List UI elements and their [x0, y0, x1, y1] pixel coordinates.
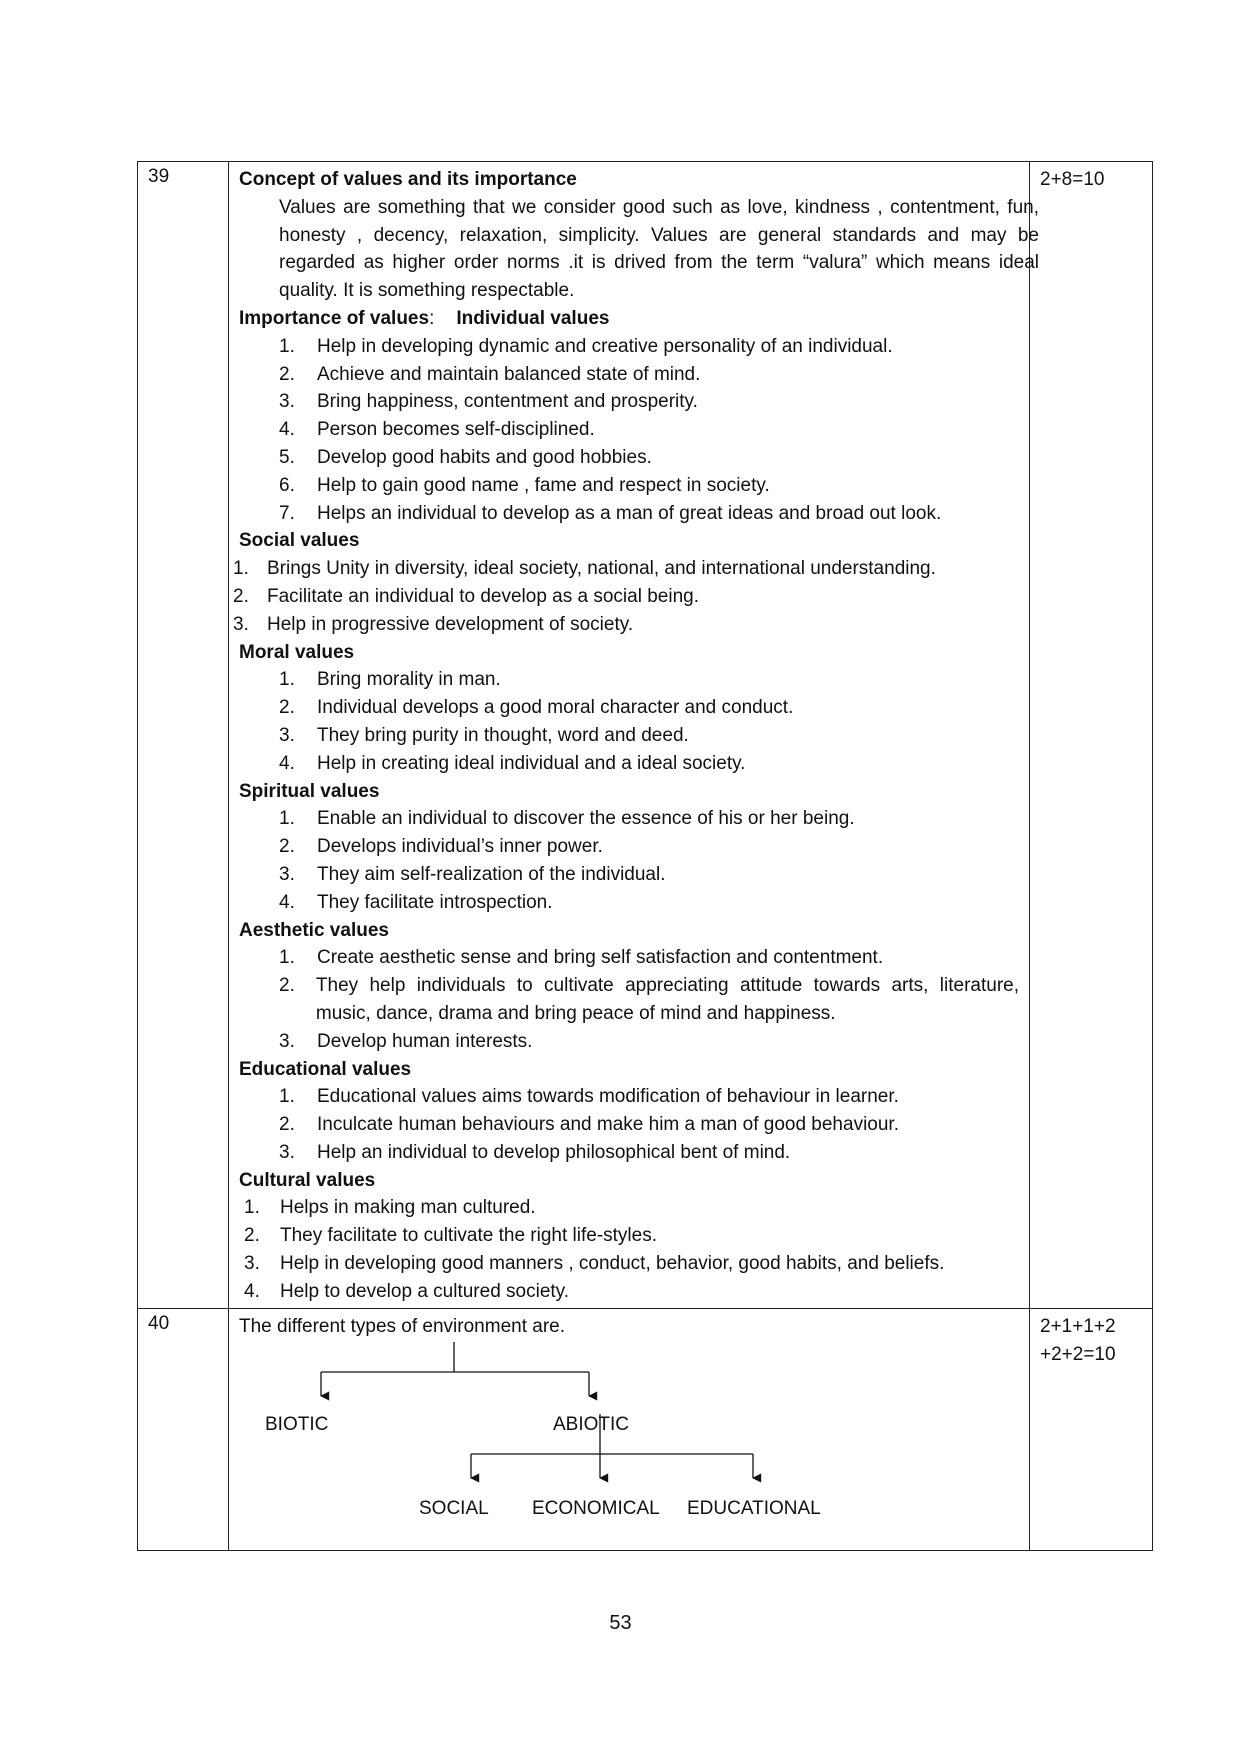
list-item: 3. Help in progressive development of society.	[233, 613, 634, 635]
list-item: 3. They aim self-realization of the individual.	[279, 863, 666, 885]
marks-line: +2+2=10	[1040, 1343, 1116, 1365]
aesthetic-values-list	[239, 944, 1019, 1055]
cultural-values-list	[239, 1194, 1019, 1305]
list-item: 5. Develop good habits and good hobbies.	[279, 446, 652, 468]
answer-body	[229, 1308, 1030, 1551]
moral-values-list	[239, 666, 1019, 777]
list-item: 1. Bring morality in man.	[279, 669, 501, 691]
question-row-39	[138, 162, 1153, 1309]
importance-separator: :	[429, 307, 435, 329]
individual-values-list	[239, 333, 1019, 528]
list-item: 7. Helps an individual to develop as a man of great ideas and broad out look.	[279, 502, 942, 524]
marks-line: 2+1+1+2	[1040, 1315, 1116, 1337]
marks-cell: 2+8=10	[1030, 162, 1153, 1309]
list-item: 4. Help in creating ideal individual and a ideal society.	[279, 752, 746, 774]
social-values-heading: Social values	[239, 530, 360, 552]
question-number: 40	[138, 1308, 229, 1551]
list-item: 1. Enable an individual to discover the essence of his or her being.	[279, 808, 855, 830]
moral-values-heading: Moral values	[239, 641, 355, 663]
list-item: 6. Help to gain good name , fame and respect in society.	[279, 474, 770, 496]
list-item: 3. Help in developing good manners , conduct, behavior, good habits, and beliefs.	[244, 1253, 945, 1275]
list-item: 1. Help in developing dynamic and creative personality of an individual.	[279, 335, 893, 357]
list-item: 3. Develop human interests.	[279, 1030, 533, 1052]
educational-values-heading: Educational values	[239, 1058, 412, 1080]
list-item: 3. They bring purity in thought, word and deed.	[279, 724, 689, 746]
list-item: 4. They facilitate introspection.	[279, 891, 553, 913]
spiritual-values-heading: Spiritual values	[239, 780, 380, 802]
list-item: 2. Individual develops a good moral character and conduct.	[279, 697, 794, 719]
list-item: 3. Help an individual to develop philosophical bent of mind.	[279, 1141, 791, 1163]
individual-values-heading: Individual values	[456, 307, 610, 329]
cultural-values-heading: Cultural values	[239, 1169, 376, 1191]
question-row-40	[138, 1308, 1153, 1551]
list-item: 2. Facilitate an individual to develop as a social being.	[233, 585, 699, 607]
list-item: 1. Brings Unity in diversity, ideal society, national, and international understanding.	[233, 558, 936, 580]
page-number: 53	[609, 1612, 632, 1634]
social-values-list	[233, 555, 1019, 638]
list-item: 2. They help individuals to cultivate appreciating attitude towards arts, literature, music, dance, drama and bring peace of mind and happiness.	[279, 975, 1019, 1024]
node-abiotic: ABIOTIC	[553, 1414, 630, 1436]
list-item: 3. Bring happiness, contentment and prosperity.	[279, 391, 698, 413]
list-item: 2. Inculcate human behaviours and make him a man of good behaviour.	[279, 1114, 899, 1136]
spiritual-values-list	[239, 805, 1019, 916]
aesthetic-values-heading: Aesthetic values	[239, 919, 389, 941]
question-number: 39	[138, 162, 229, 1309]
list-item: 4. Help to develop a cultured society.	[244, 1280, 570, 1302]
environment-intro: The different types of environment are.	[239, 1315, 565, 1337]
list-item: 2. They facilitate to cultivate the right life-styles.	[244, 1225, 657, 1247]
node-social: SOCIAL	[419, 1498, 489, 1520]
educational-values-list	[239, 1083, 1019, 1166]
list-item: 1. Educational values aims towards modification of behaviour in learner.	[279, 1086, 899, 1108]
importance-label: Importance of values	[239, 307, 430, 329]
environment-tree-diagram	[239, 1340, 1019, 1548]
node-biotic: BIOTIC	[265, 1414, 329, 1436]
list-item: 2. Achieve and maintain balanced state of mind.	[279, 363, 701, 385]
answer-heading: Concept of values and its importance	[239, 169, 577, 190]
importance-heading-line	[239, 305, 1019, 333]
list-item: 1. Helps in making man cultured.	[244, 1197, 536, 1219]
node-educational: EDUCATIONAL	[687, 1498, 821, 1520]
list-item: 2. Develops individual’s inner power.	[279, 836, 603, 858]
answer-table	[137, 161, 1153, 1551]
answer-body	[229, 162, 1039, 1309]
intro-paragraph: Values are something that we consider good such as love, kindness , contentment, fun, honesty , decency, relaxation, simplicity. Values are general standards and may be regarded as higher order norms .it is drived from the term “valura” which means ideal quality. It is something respectable.	[279, 196, 1039, 302]
node-economical: ECONOMICAL	[532, 1498, 660, 1520]
list-item: 4. Person becomes self-disciplined.	[279, 419, 595, 441]
list-item: 1. Create aesthetic sense and bring self satisfaction and contentment.	[279, 947, 884, 969]
